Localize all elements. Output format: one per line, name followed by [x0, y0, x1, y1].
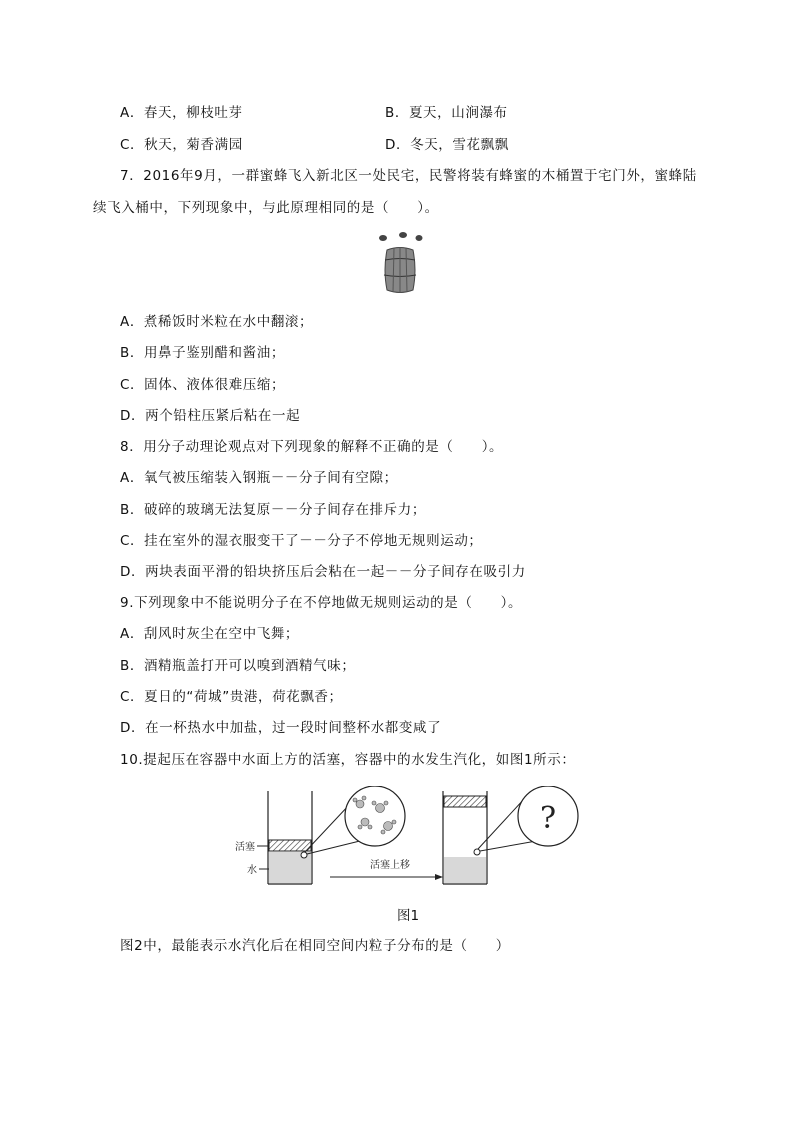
q7-option-d: D．两个铅柱压紧后粘在一起 [120, 408, 301, 424]
q8-option-d: D．两块表面平滑的铅块挤压后会粘在一起－－分子间存在吸引力 [120, 564, 526, 580]
piston [269, 840, 311, 851]
q6-option-b: B．夏天，山涧瀑布 [385, 105, 508, 121]
barrel-icon [384, 247, 416, 293]
q7-option-c: C．固体、液体很难压缩； [120, 377, 286, 393]
q10-stem: 10.提起压在容器中水面上方的活塞，容器中的水发生汽化，如图1所示： [120, 752, 576, 768]
q7-stem-line2: 续飞入桶中，下列现象中，与此原理相同的是（ ）。 [93, 200, 439, 216]
q9-stem: 9.下列现象中不能说明分子在不停地做无规则运动的是（ ）。 [120, 595, 523, 611]
q8-option-c: C．挂在室外的湿衣服变干了－－分子不停地无规则运动； [120, 533, 483, 549]
q7-option-a: A．煮稀饭时米粒在水中翻滚； [120, 314, 314, 330]
right-container [443, 791, 487, 884]
label-water: 水 [247, 865, 257, 876]
q9-option-b: B．酒精瓶盖打开可以嗅到酒精气味； [120, 658, 356, 674]
q9-option-a: A．刮风时灰尘在空中飞舞； [120, 626, 300, 642]
bee-icon [379, 232, 423, 241]
q8-option-a: A．氧气被压缩装入钢瓶－－分子间有空隙； [120, 470, 398, 486]
q8-stem: 8．用分子动理论观点对下列现象的解释不正确的是（ ）。 [120, 439, 504, 455]
left-container [268, 791, 312, 884]
q7-option-b: B．用鼻子鉴别醋和酱油； [120, 345, 285, 361]
q8-option-b: B．破碎的玻璃无法复原－－分子间存在排斥力； [120, 502, 426, 518]
bee-barrel-image [375, 230, 425, 296]
q7-stem-line1: 7．2016年9月，一群蜜蜂飞入新北区一处民宅，民警将装有蜂蜜的木桶置于宅门外，蜜蜂陆 [120, 168, 697, 184]
piston-raised [444, 796, 486, 807]
magnified-water-view [345, 786, 405, 846]
figure-1-diagram [230, 786, 580, 892]
water-fill-lowered [444, 857, 486, 883]
q9-option-c: C．夏日的“荷城”贵港，荷花飘香； [120, 689, 343, 705]
q10-follow-up: 图2中，最能表示水汽化后在相同空间内粒子分布的是（ ） [120, 938, 510, 954]
q6-option-d: D．冬天，雪花飘飘 [385, 137, 509, 153]
label-piston-up: 活塞上移 [370, 860, 410, 871]
label-piston: 活塞 [235, 842, 255, 853]
q6-option-c: C．秋天，菊香满园 [120, 137, 243, 153]
q6-option-a: A．春天，柳枝吐芽 [120, 105, 243, 121]
question-mark-icon: ? [540, 801, 557, 836]
q9-option-d: D．在一杯热水中加盐，过一段时间整杯水都变咸了 [120, 720, 442, 736]
figure-1-caption: 图1 [397, 908, 420, 924]
